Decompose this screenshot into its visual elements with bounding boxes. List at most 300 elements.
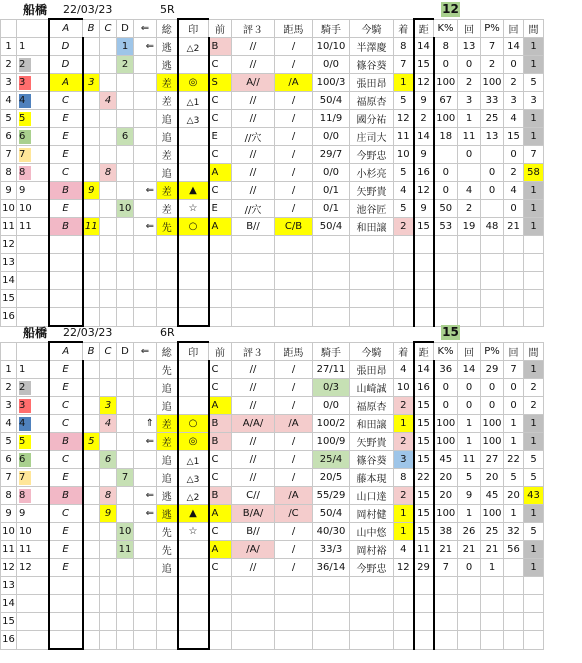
table-row[interactable] <box>1 308 544 327</box>
cell-rating <box>232 308 275 327</box>
table-row[interactable] <box>1 631 544 650</box>
cell-kai2 <box>504 631 524 650</box>
cell-n1: 2 <box>1 379 17 397</box>
cell-n1: 13 <box>1 577 17 595</box>
table-row[interactable] <box>1 110 544 128</box>
cell-a: E <box>49 361 83 379</box>
cell-n1: 16 <box>1 631 17 650</box>
cell-rating: //穴 <box>232 200 275 218</box>
cell-b <box>83 200 100 218</box>
cell-kai2: 5 <box>504 469 524 487</box>
cell-kai: 1 <box>458 433 481 451</box>
cell-a: E <box>49 379 83 397</box>
cell-n2 <box>17 631 49 650</box>
cell-arrow <box>134 74 157 92</box>
cell-b <box>83 523 100 541</box>
cell-a: B <box>49 487 83 505</box>
cell-b <box>83 110 100 128</box>
cell-k <box>434 290 458 308</box>
cell-dist2: 14 <box>414 128 434 146</box>
cell-mark: ○ <box>178 218 209 236</box>
cell-dist2: 9 <box>414 92 434 110</box>
cell-dist: / <box>275 128 313 146</box>
cell-dist: / <box>275 469 313 487</box>
cell-n2 <box>17 110 49 128</box>
distance-header: 距馬 <box>275 19 313 38</box>
cell-a: A <box>49 74 83 92</box>
cell-style: 先 <box>157 523 178 541</box>
cell-mark <box>178 613 209 631</box>
cell-style <box>157 613 178 631</box>
cell-n2: 9 <box>17 505 49 523</box>
table-row[interactable] <box>1 290 544 308</box>
cell-n2: 1 <box>17 38 49 56</box>
cell-interval: 1 <box>524 433 544 451</box>
cell-current: 池谷匠 <box>350 200 394 218</box>
k-percent-header: K% <box>434 19 458 38</box>
cell-k: 18 <box>434 128 458 146</box>
cell-arrow: ⇑ <box>134 415 157 433</box>
cell-mark <box>178 541 209 559</box>
cell-c <box>100 218 117 236</box>
cell-n1: 3 <box>1 397 17 415</box>
table-row[interactable] <box>1 218 544 236</box>
cell-kai2 <box>504 290 524 308</box>
cell-n2 <box>17 308 49 327</box>
cell-prev: C <box>209 110 232 128</box>
col-d-header: D <box>117 19 134 38</box>
cell-kai <box>458 290 481 308</box>
cell-jockey <box>313 595 350 613</box>
cell-k: 100 <box>434 415 458 433</box>
cell-n1: 1 <box>1 361 17 379</box>
current-jockey-header: 今騎 <box>350 19 394 38</box>
cell-finish <box>394 595 414 613</box>
cell-c <box>100 272 117 290</box>
prev-header: 前 <box>209 342 232 361</box>
cell-kai2 <box>504 254 524 272</box>
cell-n2 <box>17 379 49 397</box>
cell-dist: / <box>275 397 313 415</box>
cell-arrow <box>134 290 157 308</box>
cell-finish: 2 <box>394 218 414 236</box>
cell-arrow: ⇐ <box>134 182 157 200</box>
cell-style <box>157 254 178 272</box>
cell-dist2: 2 <box>414 110 434 128</box>
cell-prev <box>209 272 232 290</box>
cell-k: 0 <box>434 182 458 200</box>
table-row[interactable] <box>1 236 544 254</box>
cell-dist2: 16 <box>414 164 434 182</box>
cell-dist: /A <box>275 487 313 505</box>
cell-dist: / <box>275 164 313 182</box>
table-row[interactable] <box>1 182 544 200</box>
row-index-header <box>1 342 17 361</box>
cell-current: 山口達 <box>350 487 394 505</box>
cell-current: 篠谷葵 <box>350 451 394 469</box>
table-row[interactable] <box>1 397 544 415</box>
cell-c <box>100 559 117 577</box>
cell-p <box>481 254 504 272</box>
cell-style: 逃 <box>157 505 178 523</box>
cell-k: 7 <box>434 559 458 577</box>
cell-rating <box>232 290 275 308</box>
cell-style <box>157 290 178 308</box>
table-row[interactable] <box>1 469 544 487</box>
cell-style: 追 <box>157 559 178 577</box>
cell-d <box>117 74 134 92</box>
cell-style <box>157 577 178 595</box>
cell-rating: C// <box>232 487 275 505</box>
cell-prev: E <box>209 200 232 218</box>
cell-dist2: 15 <box>414 451 434 469</box>
cell-current: 福原杏 <box>350 397 394 415</box>
table-row[interactable] <box>1 38 544 56</box>
cell-mark: ◎ <box>178 433 209 451</box>
cell-current <box>350 290 394 308</box>
cell-arrow: ⇐ <box>134 487 157 505</box>
cell-mark <box>178 164 209 182</box>
cell-rating: // <box>232 559 275 577</box>
table-row[interactable] <box>1 415 544 433</box>
cell-interval <box>524 290 544 308</box>
cell-current <box>350 272 394 290</box>
cell-a: E <box>49 469 83 487</box>
cell-n2 <box>17 272 49 290</box>
table-row[interactable] <box>1 433 544 451</box>
cell-p <box>481 631 504 650</box>
cell-jockey: 0/0 <box>313 56 350 74</box>
cell-dist2: 9 <box>414 146 434 164</box>
cell-c <box>100 379 117 397</box>
cell-a: D <box>49 38 83 56</box>
cell-finish: 4 <box>394 541 414 559</box>
cell-kai2: 3 <box>504 92 524 110</box>
cell-current: 岡村健 <box>350 505 394 523</box>
cell-c <box>100 56 117 74</box>
cell-kai: 0 <box>458 146 481 164</box>
horse-number-box: 3 <box>19 76 31 90</box>
cell-n1: 3 <box>1 74 17 92</box>
cell-rating <box>232 272 275 290</box>
cell-n2 <box>17 56 49 74</box>
cell-jockey: 50/4 <box>313 92 350 110</box>
cell-b <box>83 272 100 290</box>
cell-mark: ☆ <box>178 200 209 218</box>
horse-count-badge: 12 <box>442 2 459 16</box>
cell-arrow: ⇐ <box>134 433 157 451</box>
cell-a: B <box>49 218 83 236</box>
cell-n2 <box>17 397 49 415</box>
horse-number-header <box>17 342 49 361</box>
cell-mark: △1 <box>178 94 209 112</box>
cell-style: 差 <box>157 92 178 110</box>
cell-p: 1 <box>481 559 504 577</box>
cell-style <box>157 308 178 327</box>
cell-dist: / <box>275 433 313 451</box>
cell-b <box>83 541 100 559</box>
cell-n1: 4 <box>1 92 17 110</box>
cell-p <box>481 272 504 290</box>
cell-p: 25 <box>481 110 504 128</box>
horse-count-badge: 15 <box>442 325 459 339</box>
cell-dist2: 9 <box>414 200 434 218</box>
cell-n1: 7 <box>1 146 17 164</box>
cell-jockey: 0/0 <box>313 164 350 182</box>
cell-rating: B/A/ <box>232 505 275 523</box>
cell-dist <box>275 236 313 254</box>
table-row[interactable] <box>1 487 544 505</box>
horse-number-box: 6 <box>19 453 31 467</box>
cell-d: 11 <box>117 541 134 559</box>
cell-finish: 4 <box>394 182 414 200</box>
cell-c <box>100 182 117 200</box>
cell-dist: / <box>275 110 313 128</box>
cell-jockey <box>313 613 350 631</box>
cell-jockey: 55/29 <box>313 487 350 505</box>
cell-arrow: ⇐ <box>134 505 157 523</box>
cell-dist <box>275 631 313 650</box>
finish-header: 着 <box>394 342 414 361</box>
cell-d <box>117 577 134 595</box>
jockey-header: 騎手 <box>313 19 350 38</box>
horse-number-box: 8 <box>19 489 31 503</box>
cell-dist: / <box>275 38 313 56</box>
cell-interval: 1 <box>524 128 544 146</box>
table-row[interactable] <box>1 361 544 379</box>
cell-prev: C <box>209 92 232 110</box>
cell-dist2: 12 <box>414 182 434 200</box>
cell-c <box>100 613 117 631</box>
prev-header: 前 <box>209 19 232 38</box>
cell-interval: 3 <box>524 92 544 110</box>
cell-c <box>100 433 117 451</box>
cell-kai2: 7 <box>504 361 524 379</box>
table-row[interactable] <box>1 613 544 631</box>
table-row[interactable] <box>1 595 544 613</box>
cell-finish <box>394 236 414 254</box>
cell-rating <box>232 254 275 272</box>
mark-header: 印 <box>178 342 209 361</box>
cell-finish: 7 <box>394 56 414 74</box>
cell-d <box>117 505 134 523</box>
cell-prev: S <box>209 74 232 92</box>
table-row[interactable] <box>1 74 544 92</box>
cell-prev: C <box>209 182 232 200</box>
cell-jockey <box>313 236 350 254</box>
cell-interval: 1 <box>524 218 544 236</box>
cell-rating: B// <box>232 218 275 236</box>
cell-interval <box>524 631 544 650</box>
cell-style: 逃 <box>157 487 178 505</box>
style-header: 総 <box>157 342 178 361</box>
cell-jockey: 20/5 <box>313 469 350 487</box>
cell-b: 3 <box>83 74 100 92</box>
col-b-header: B <box>83 19 100 38</box>
table-row[interactable] <box>1 146 544 164</box>
table-row[interactable] <box>1 523 544 541</box>
cell-kai2: 14 <box>504 38 524 56</box>
p-percent-header: P% <box>481 19 504 38</box>
cell-style <box>157 631 178 650</box>
cell-mark <box>178 146 209 164</box>
cell-mark <box>178 631 209 650</box>
cell-k: 8 <box>434 38 458 56</box>
cell-rating: // <box>232 182 275 200</box>
cell-n1: 9 <box>1 182 17 200</box>
cell-rating: // <box>232 361 275 379</box>
table-row[interactable] <box>1 56 544 74</box>
cell-b <box>83 254 100 272</box>
cell-p: 100 <box>481 433 504 451</box>
cell-rating: // <box>232 451 275 469</box>
cell-dist2 <box>414 236 434 254</box>
cell-kai2: 20 <box>504 487 524 505</box>
cell-b <box>83 577 100 595</box>
cell-k: 20 <box>434 469 458 487</box>
table-row[interactable] <box>1 200 544 218</box>
cell-jockey: 100/3 <box>313 74 350 92</box>
cell-a: C <box>49 415 83 433</box>
cell-arrow <box>134 613 157 631</box>
cell-b <box>83 38 100 56</box>
cell-c <box>100 290 117 308</box>
cell-p: 21 <box>481 541 504 559</box>
cell-style: 追 <box>157 397 178 415</box>
cell-kai2: 1 <box>504 505 524 523</box>
cell-arrow <box>134 469 157 487</box>
cell-d: 2 <box>117 56 134 74</box>
cell-d: 10 <box>117 200 134 218</box>
cell-finish <box>394 272 414 290</box>
cell-mark: △2 <box>178 40 209 58</box>
cell-dist2: 15 <box>414 56 434 74</box>
cell-n1: 6 <box>1 451 17 469</box>
cell-rating: // <box>232 110 275 128</box>
cell-b <box>83 164 100 182</box>
table-row[interactable] <box>1 272 544 290</box>
cell-kai2: 0 <box>504 379 524 397</box>
cell-n1: 15 <box>1 613 17 631</box>
cell-dist: /A <box>275 74 313 92</box>
cell-dist: / <box>275 200 313 218</box>
cell-n2 <box>17 469 49 487</box>
cell-kai <box>458 272 481 290</box>
cell-kai2: 1 <box>504 433 524 451</box>
cell-k: 67 <box>434 92 458 110</box>
cell-current <box>350 631 394 650</box>
cell-kai <box>458 577 481 595</box>
cell-style: 差 <box>157 74 178 92</box>
cell-c <box>100 146 117 164</box>
cell-a: B <box>49 182 83 200</box>
cell-style: 差 <box>157 146 178 164</box>
cell-rating: A/A/ <box>232 415 275 433</box>
cell-jockey: 0/0 <box>313 397 350 415</box>
cell-b <box>83 92 100 110</box>
cell-jockey: 100/2 <box>313 415 350 433</box>
cell-d <box>117 451 134 469</box>
cell-finish: 12 <box>394 110 414 128</box>
cell-interval: 1 <box>524 38 544 56</box>
cell-style: 追 <box>157 451 178 469</box>
cell-b: 9 <box>83 182 100 200</box>
table-row[interactable] <box>1 92 544 110</box>
cell-kai <box>458 595 481 613</box>
cell-a <box>49 631 83 650</box>
cell-p: 0 <box>481 379 504 397</box>
cell-kai: 1 <box>458 505 481 523</box>
cell-interval <box>524 254 544 272</box>
cell-current <box>350 613 394 631</box>
cell-n1: 14 <box>1 272 17 290</box>
cell-mark <box>178 361 209 379</box>
cell-dist: / <box>275 56 313 74</box>
cell-a: C <box>49 505 83 523</box>
cell-style: 追 <box>157 164 178 182</box>
cell-b <box>83 415 100 433</box>
cell-k: 0 <box>434 164 458 182</box>
col-d-header: D <box>117 342 134 361</box>
horse-number-box: 5 <box>19 435 31 449</box>
table-row[interactable] <box>1 379 544 397</box>
cell-rating <box>232 595 275 613</box>
cell-interval: 5 <box>524 469 544 487</box>
cell-a: C <box>49 451 83 469</box>
table-row[interactable] <box>1 164 544 182</box>
cell-mark <box>178 577 209 595</box>
table-row[interactable] <box>1 254 544 272</box>
cell-dist: / <box>275 146 313 164</box>
cell-finish <box>394 631 414 650</box>
cell-rating: /A/ <box>232 541 275 559</box>
col-b-header: B <box>83 342 100 361</box>
cell-rating: // <box>232 433 275 451</box>
cell-jockey: 50/4 <box>313 218 350 236</box>
cell-d <box>117 110 134 128</box>
cell-kai: 9 <box>458 487 481 505</box>
table-row[interactable] <box>1 505 544 523</box>
table-row[interactable] <box>1 541 544 559</box>
cell-jockey <box>313 290 350 308</box>
race-title-bar <box>0 2 582 18</box>
cell-jockey <box>313 272 350 290</box>
cell-arrow: ⇐ <box>134 218 157 236</box>
cell-dist: / <box>275 523 313 541</box>
cell-rating: //穴 <box>232 128 275 146</box>
cell-kai2 <box>504 613 524 631</box>
cell-finish: 10 <box>394 146 414 164</box>
cell-dist2 <box>414 290 434 308</box>
cell-kai <box>458 631 481 650</box>
cell-p: 13 <box>481 128 504 146</box>
cell-jockey <box>313 631 350 650</box>
cell-p <box>481 200 504 218</box>
table-row[interactable] <box>1 559 544 577</box>
cell-dist2 <box>414 631 434 650</box>
cell-jockey: 29/7 <box>313 146 350 164</box>
cell-p: 25 <box>481 523 504 541</box>
cell-current: 今野忠 <box>350 559 394 577</box>
table-row[interactable] <box>1 128 544 146</box>
horse-number-box: 4 <box>19 94 31 108</box>
cell-n1: 13 <box>1 254 17 272</box>
cell-b <box>83 613 100 631</box>
cell-mark: ◎ <box>178 74 209 92</box>
table-row[interactable] <box>1 451 544 469</box>
cell-b <box>83 308 100 327</box>
table-row[interactable] <box>1 577 544 595</box>
